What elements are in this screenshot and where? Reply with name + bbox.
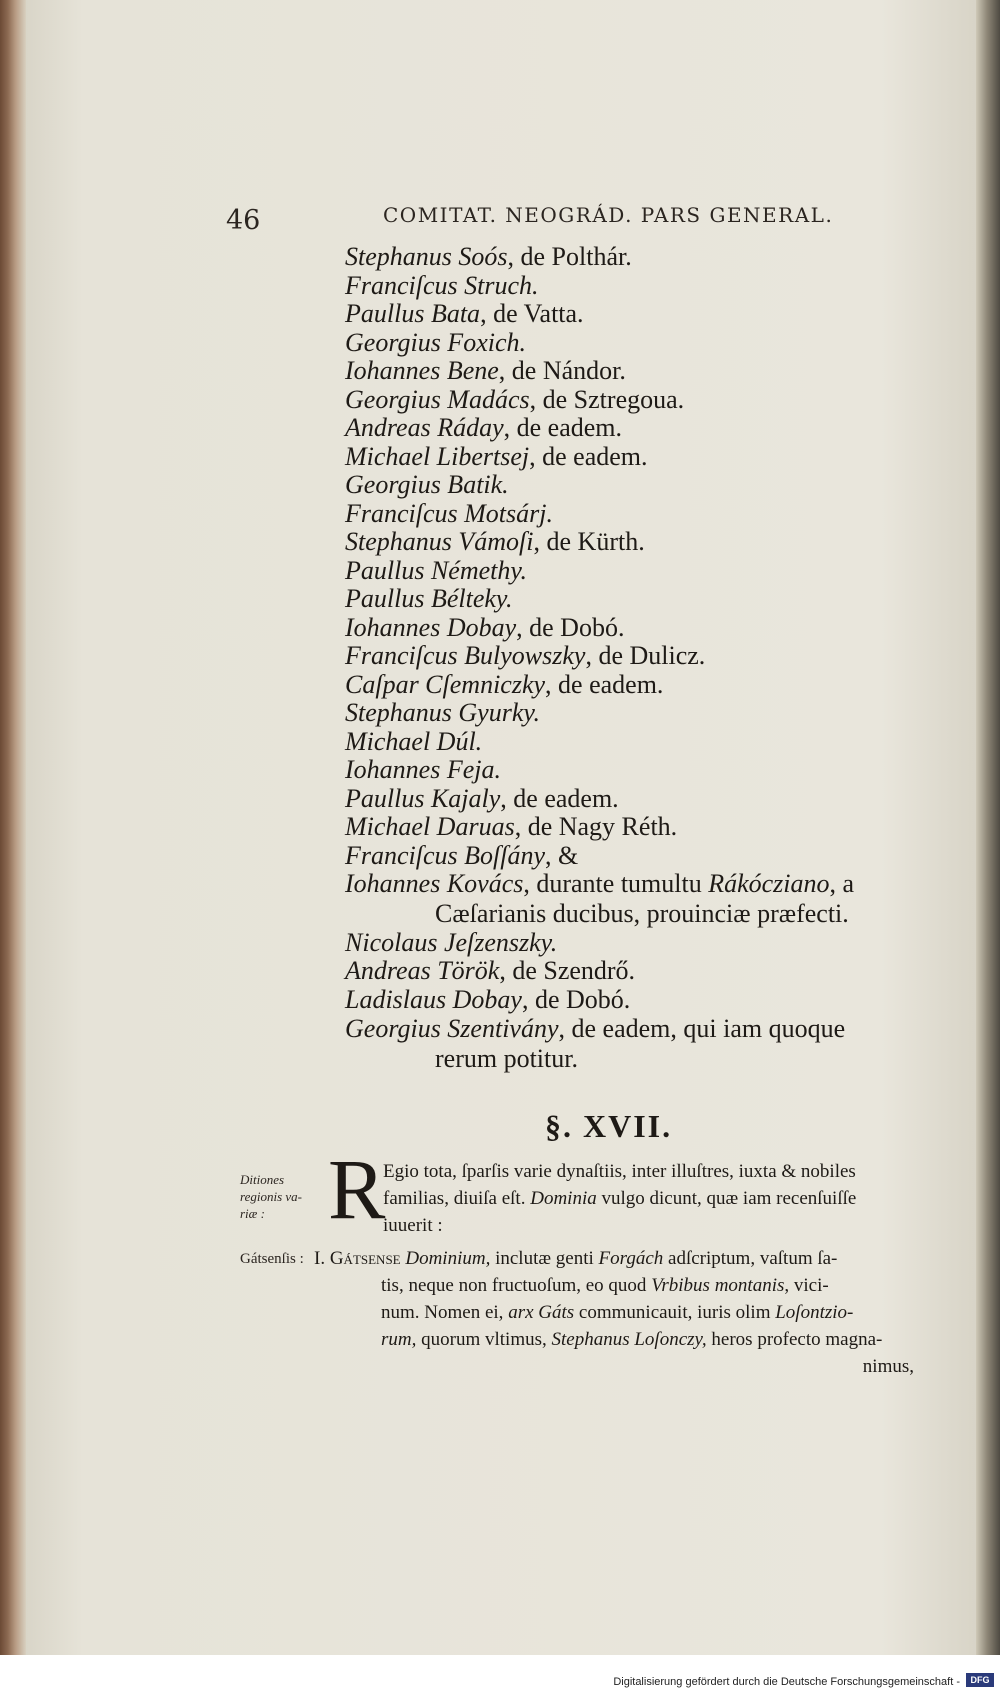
paragraph-line (314, 1299, 914, 1326)
text-run: quorum vltimus, (416, 1329, 552, 1350)
name-entry (345, 357, 925, 386)
name-title: , de Dobó. (521, 984, 631, 1014)
text-run-italic: Loſontzio- (775, 1302, 854, 1323)
names-group-1 (345, 243, 925, 870)
name-entry (345, 243, 925, 272)
section-heading: §. XVII. (545, 1108, 673, 1144)
names-group-2 (345, 929, 925, 1015)
text-run-italic: rum, (381, 1329, 417, 1350)
text-run-italic: Stephanus Loſonczy, (551, 1329, 707, 1350)
name-entry (345, 756, 925, 785)
item-number: I. (314, 1248, 330, 1269)
name-entry (345, 585, 925, 614)
name-entry (345, 614, 925, 643)
name-title: , de Vatta. (480, 299, 584, 328)
name-entry (345, 957, 925, 986)
text-run: adſcriptum, vaſtum ſa- (663, 1248, 838, 1269)
text-run-italic: Dominium, (400, 1248, 491, 1269)
name-entry (345, 557, 925, 586)
name: Iohannes Feja. (345, 755, 501, 784)
margin-note-gatsensis: Gátsenſis : (240, 1251, 304, 1267)
text-run-smallcaps: Gátsense (329, 1248, 401, 1269)
name: Iohannes Bene (345, 356, 499, 385)
dfg-logo: DFG (966, 1673, 994, 1687)
name-entry (345, 842, 925, 871)
name-entry (345, 386, 925, 415)
paragraph-line: iuuerit : (383, 1215, 443, 1236)
name: Andreas Ráday (345, 413, 504, 442)
name: Michael Dúl. (345, 726, 483, 756)
name-title: , de eadem. (529, 441, 648, 471)
name: Andreas Török (345, 956, 500, 985)
name-title: , de eadem. (545, 669, 664, 699)
name-entry (345, 728, 925, 757)
book-edge-left (0, 0, 26, 1655)
name: Paullus Némethy. (345, 555, 527, 585)
name-entry (345, 528, 925, 557)
name-entry (345, 813, 925, 842)
text-run: communicauit, iuris olim (574, 1302, 776, 1323)
entry-text: , durante tumultu (523, 869, 709, 898)
margin-note-line: riæ : (240, 1206, 265, 1221)
name-entry (345, 443, 925, 472)
name-title: , de eadem. (503, 413, 623, 442)
names-list (345, 243, 925, 1074)
name: Franciſcus Struch. (345, 270, 539, 300)
entry-continuation: Cæſarianis ducibus, prouinciæ præfecti. (435, 898, 849, 928)
entry-text: , de eadem, qui iam quoque (558, 1014, 846, 1043)
paragraph-line (314, 1326, 914, 1353)
name-title: , de eadem. (500, 783, 619, 813)
name-title: , de Kürth. (533, 527, 645, 556)
name: Georgius Madács (345, 384, 530, 414)
name: Michael Libertsej (345, 441, 530, 471)
paragraph-regio (383, 1158, 856, 1239)
margin-note-line: regionis va- (240, 1189, 302, 1204)
footer-credit: Digitalisierung gefördert durch die Deutsche Forschungsgemeinschaft - (613, 1676, 960, 1688)
name-entry (345, 986, 925, 1015)
text-run: heros profecto magna- (706, 1329, 883, 1350)
name: Michael Daruas (345, 812, 515, 841)
name: Iohannes Dobay (345, 612, 517, 642)
text-run: inclutæ genti (490, 1248, 599, 1269)
name: Franciſcus Motsárj. (345, 498, 553, 528)
text-run: , vici- (784, 1275, 829, 1296)
text-run: tis, neque non fructuoſum, eo quod (381, 1275, 652, 1296)
paragraph-line: Egio tota, ſparſis varie dynaſtiis, inter illuſtres, iuxta & nobiles (383, 1161, 856, 1182)
name-entry (345, 329, 925, 358)
name-title: , de Polthár. (507, 242, 632, 271)
name-entry (345, 300, 925, 329)
name: Stephanus Gyurky. (345, 698, 540, 727)
drop-cap: R (328, 1141, 386, 1237)
name: Georgius Batik. (345, 470, 509, 499)
name-title: , de Szendrő. (499, 956, 636, 985)
name-title: , & (545, 840, 579, 870)
margin-note-ditiones (240, 1171, 302, 1222)
catchword: nimus, (862, 1356, 914, 1377)
running-header: COMITAT. NEOGRÁD. PARS GENERAL. (383, 203, 834, 227)
name-entry (345, 500, 925, 529)
text-run: vulgo dicunt, quæ iam recenſuiſſe (596, 1188, 857, 1209)
paragraph-gatsense (314, 1245, 914, 1380)
name-title: , de Nagy Réth. (514, 812, 678, 841)
text-run: familias, diuiſa eſt. (383, 1188, 531, 1209)
name-entry (345, 929, 925, 958)
name-entry (345, 642, 925, 671)
name: Paullus Bata (345, 299, 481, 328)
name: Ladislaus Dobay (345, 984, 522, 1014)
entry-tail: , a (829, 869, 855, 898)
name: Paullus Bélteky. (345, 584, 513, 613)
name: Caſpar Cſemniczky (345, 669, 546, 699)
paragraph-line (314, 1245, 914, 1272)
name-entry (345, 699, 925, 728)
text-run-italic: Vrbibus montanis (651, 1275, 785, 1296)
paragraph-line (383, 1185, 856, 1212)
page-number: 46 (226, 205, 261, 236)
name: Stephanus Soós (345, 242, 508, 271)
name: Paullus Kajaly (345, 783, 501, 813)
name: Iohannes Kovács (345, 869, 524, 898)
entry-continuation: rerum potitur. (435, 1044, 578, 1073)
name-title: , de Nándor. (498, 356, 626, 385)
text-run-italic: Dominia (530, 1188, 597, 1209)
name: Georgius Foxich. (345, 327, 526, 357)
name-entry-szentivany (345, 1014, 925, 1044)
text-run: num. Nomen ei, (381, 1302, 509, 1323)
text-run-italic: arx Gáts (508, 1302, 575, 1323)
name-entry (345, 671, 925, 700)
name-entry (345, 785, 925, 814)
name: Georgius Szentivány (345, 1014, 559, 1043)
paragraph-line (314, 1272, 914, 1299)
book-edge-right (976, 0, 1000, 1655)
name-entry (345, 414, 925, 443)
place-name: Rákócziano (708, 869, 830, 898)
name: Stephanus Vámoſi (345, 527, 534, 556)
name: Franciſcus Boſſány (345, 840, 546, 870)
name-entry-kovacs (345, 870, 925, 899)
name-entry (345, 272, 925, 301)
margin-note-line: Ditiones (240, 1172, 285, 1187)
name-title: , de Dobó. (516, 612, 625, 642)
footer-bar (0, 1655, 1000, 1695)
text-run-italic: Forgách (598, 1248, 664, 1269)
name-title: , de Sztregoua. (529, 384, 685, 414)
name-entry (345, 471, 925, 500)
name: Nicolaus Jeſzenszky. (345, 927, 558, 957)
name-title: , de Dulicz. (585, 641, 706, 670)
name: Franciſcus Bulyowszky (345, 641, 586, 670)
